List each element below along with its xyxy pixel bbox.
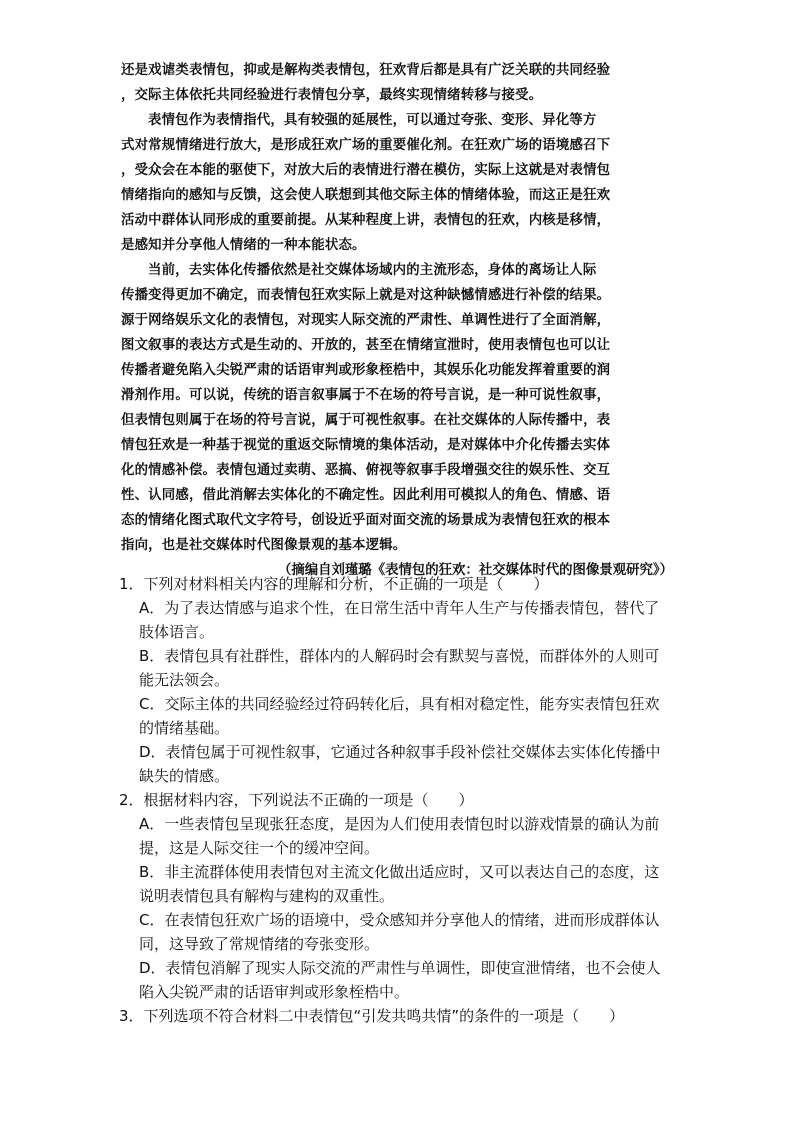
question-stem: 1．下列对材料相关内容的理解和分析，不正确的一项是（ ）	[119, 575, 549, 593]
passage-line: 源于网络娱乐文化的表情包，对现实人际交流的严肃性、单调性进行了全面消解，	[121, 312, 611, 328]
option-line: 能无法领会。	[139, 671, 230, 689]
option-line: 陷入尖锐严肃的话语审判或形象桎梏中。	[139, 983, 410, 1001]
option-line: 同，这导致了常规情绪的夸张变形。	[139, 935, 380, 953]
option-line: 的情绪基础。	[139, 719, 230, 737]
passage-line: 化的情感补偿。表情包通过卖萌、恶搞、俯视等叙事手段增强交往的娱乐性、交互	[121, 462, 611, 478]
passage-line: 情包狂欢是一种基于视觉的重返交际情境的集体活动，是对媒体中介化传播去实体	[121, 437, 611, 453]
option-d: D．表情包消解了现实人际交流的严肃性与单调性，即使宣泄情绪，也不会使人	[139, 959, 661, 977]
passage-line: ，交际主体依托共同经验进行表情包分享，最终实现情绪转移与接受。	[121, 87, 543, 103]
option-line: 肢体语言。	[139, 623, 215, 641]
option-line: 提，这是人际交往一个的缓冲空间。	[139, 839, 380, 857]
passage-line: 还是戏谑类表情包，抑或是解构类表情包，狂欢背后都是具有广泛关联的共同经验	[121, 62, 611, 78]
passage-line: 图文叙事的表达方式是生动的、开放的，甚至在情绪宣泄时，使用表情包也可以让	[121, 337, 611, 353]
option-b: B．表情包具有社群性，群体内的人解码时会有默契与喜悦，而群体外的人则可	[139, 647, 660, 665]
passage-line: 滑剂作用。可以说，传统的语言叙事属于不在场的符号言说，是一种可说性叙事，	[121, 387, 611, 403]
option-c: C．交际主体的共同经验经过符码转化后，具有相对稳定性，能夯实表情包狂欢	[139, 695, 660, 713]
passage-line: 情绪指向的感知与反馈，这会使人联想到其他交际主体的情绪体验，而这正是狂欢	[121, 187, 611, 203]
option-b: B．非主流群体使用表情包对主流文化做出适应时，又可以表达自己的态度，这	[139, 863, 660, 881]
option-a: A．一些表情包呈现张狂态度，是因为人们使用表情包时以游戏情景的确认为前	[139, 815, 660, 833]
option-line: 说明表情包具有解构与建构的双重性。	[139, 887, 395, 905]
passage-line: 式对常规情绪进行放大，是形成狂欢广场的重要催化剂。在狂欢广场的语境感召下	[121, 137, 611, 153]
passage-line: 是感知并分享他人情绪的一种本能状态。	[121, 237, 366, 253]
passage-line: 活动中群体认同形成的重要前提。从某种程度上讲，表情包的狂欢，内核是移情，	[121, 212, 611, 228]
passage-line: 但表情包则属于在场的符号言说，属于可视性叙事。在社交媒体的人际传播中，表	[121, 412, 611, 428]
question-list	[119, 572, 679, 1028]
passage-line: 表情包作为表情指代，具有较强的延展性，可以通过夸张、变形、异化等方	[148, 112, 597, 128]
passage-line: 态的情绪化图式取代文字符号，创设近乎面对面交流的场景成为表情包狂欢的根本	[121, 512, 611, 528]
question-stem: 3．下列选项不符合材料二中表情包“引发共鸣共情”的条件的一项是（ ）	[119, 1007, 625, 1025]
passage-line: 传播者避免陷入尖锐严肃的话语审判或形象桎梏中，其娱乐化功能发挥着重要的润	[121, 362, 611, 378]
passage-line: ，受众会在本能的驱使下，对放大后的表情进行潜在模仿，实际上这就是对表情包	[121, 162, 611, 178]
passage-line: 性、认同感，借此消解去实体化的不确定性。因此利用可模拟人的角色、情感、语	[121, 487, 611, 503]
option-a: A．为了表达情感与追求个性，在日常生活中青年人生产与传播表情包，替代了	[139, 599, 660, 617]
option-c: C．在表情包狂欢广场的语境中，受众感知并分享他人的情绪，进而形成群体认	[139, 911, 660, 929]
question-stem: 2．根据材料内容，下列说法不正确的一项是（ ）	[119, 791, 474, 809]
option-d: D．表情包属于可视性叙事，它通过各种叙事手段补偿社交媒体去实体化传播中	[139, 743, 661, 761]
passage-line: 传播变得更加不确定，而表情包狂欢实际上就是对这种缺憾情感进行补偿的结果。	[121, 287, 611, 303]
source-citation: （摘编自刘瑾璐《表情包的狂欢：社交媒体时代的图像景观研究》）	[277, 562, 673, 578]
passage-line: 指向，也是社交媒体时代图像景观的基本逻辑。	[121, 537, 407, 553]
option-line: 缺失的情感。	[139, 767, 230, 785]
passage-line: 当前，去实体化传播依然是社交媒体场域内的主流形态，身体的离场让人际	[148, 262, 597, 278]
reading-passage	[121, 58, 673, 583]
